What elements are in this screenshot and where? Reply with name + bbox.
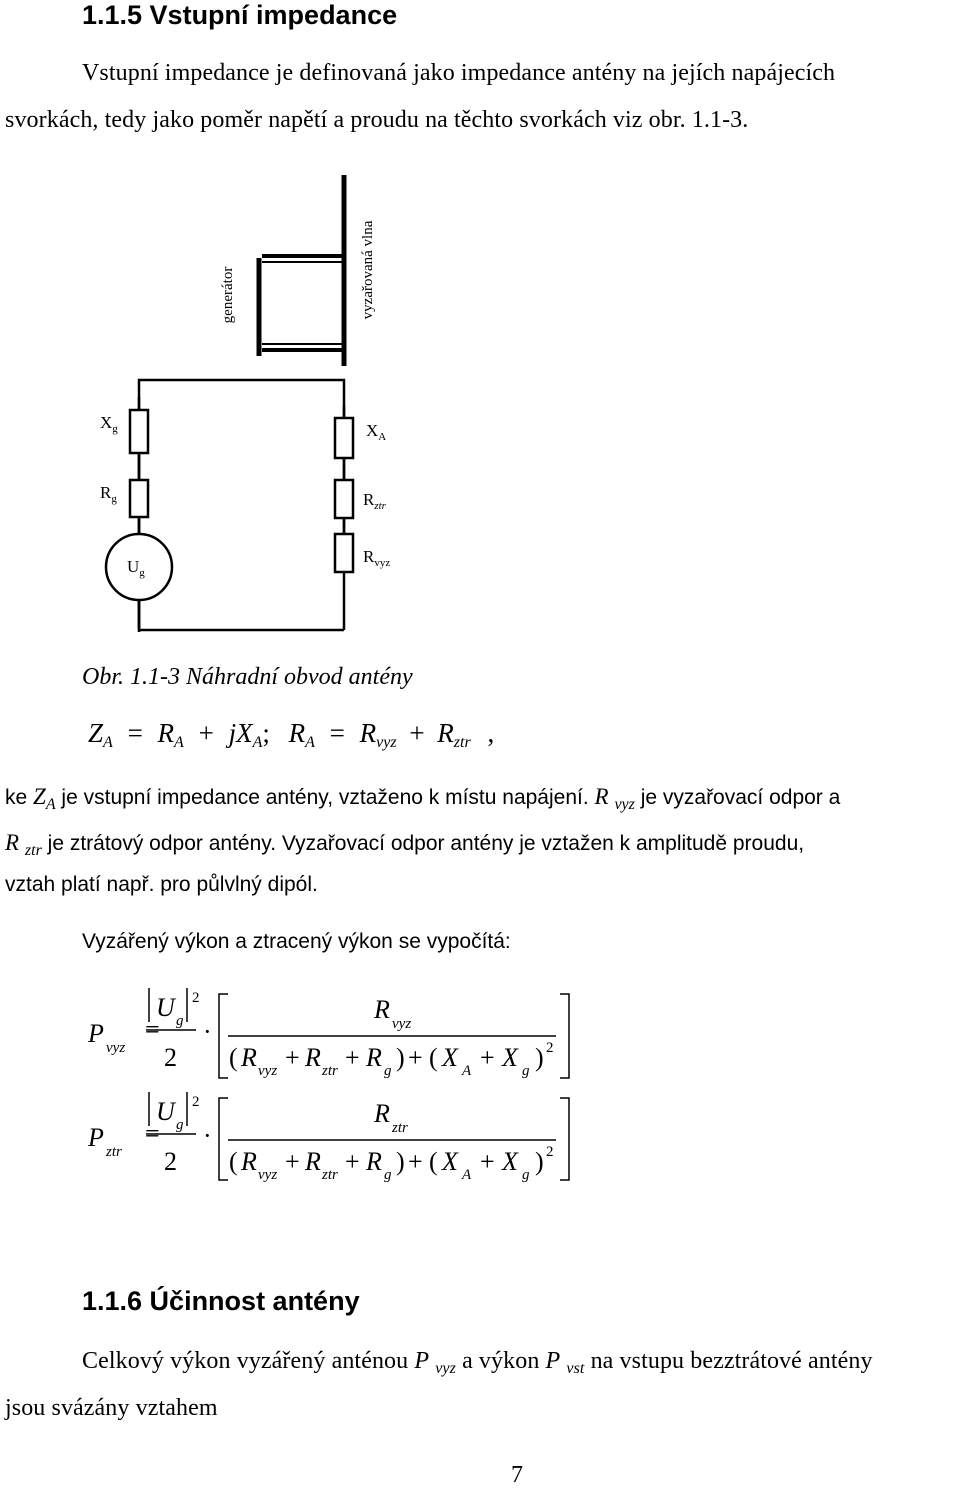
svg-text:X: X <box>442 1147 458 1176</box>
svg-text:2: 2 <box>192 1094 200 1110</box>
svg-text:+: + <box>285 1147 300 1176</box>
svg-text:U: U <box>156 1097 175 1126</box>
svg-text:X: X <box>442 1043 458 1072</box>
svg-text:): ) <box>396 1043 405 1072</box>
svg-text:(: ( <box>229 1147 238 1176</box>
svg-text:X: X <box>502 1043 518 1072</box>
figure-caption: Obr. 1.1-3 Náhradní obvod antény <box>82 664 413 690</box>
svg-text:2: 2 <box>546 1144 554 1160</box>
svg-text:(: ( <box>429 1147 438 1176</box>
svg-text:g: g <box>522 1063 530 1079</box>
svg-text:(: ( <box>229 1043 238 1072</box>
svg-text:g: g <box>176 1117 184 1133</box>
paragraph-line: svorkách, tedy jako poměr napětí a proudu na těchto svorkách viz obr. 1.1-3. <box>5 107 749 133</box>
svg-text:A: A <box>462 1063 472 1079</box>
svg-text:+: + <box>345 1043 360 1072</box>
svg-text:2: 2 <box>192 990 200 1006</box>
svg-text:g: g <box>522 1167 530 1183</box>
svg-text:+: + <box>345 1147 360 1176</box>
svg-text:A: A <box>462 1167 472 1183</box>
label-Rztr: $R_{ztr}$ <box>363 490 386 512</box>
label-Rvyz: $R_{vyz}$ <box>363 547 391 569</box>
svg-text:=: = <box>145 1119 160 1148</box>
paragraph-line: Celkový výkon vyzářený anténou P $_{vyz}$ a výkon P $_{vst}$ na vstupu bezztrátové antény <box>82 1348 873 1377</box>
paragraph-line: ke $Z_A$ je vstupní impedance antény, vztaženo k místu napájení. R $_{vyz}$ je vyzařovací odpor a <box>5 784 841 813</box>
svg-text:): ) <box>396 1147 405 1176</box>
equation-impedance: $Z_A = R_A + jX_A$; $R_A = R_{vyz} + R_{ztr}$ , <box>88 718 495 751</box>
section-heading-input-impedance: 1.1.5 Vstupní impedance <box>82 0 398 30</box>
svg-text:+: + <box>408 1043 423 1072</box>
svg-text:X: X <box>502 1147 518 1176</box>
svg-text:2: 2 <box>546 1040 554 1056</box>
svg-text:R: R <box>305 1147 321 1176</box>
svg-text:P: P <box>88 1123 104 1152</box>
svg-text:R: R <box>374 995 390 1024</box>
power-formulas <box>0 980 960 1200</box>
impedance-XA <box>335 418 353 458</box>
svg-text:g: g <box>176 1013 184 1029</box>
svg-text:ztr: ztr <box>322 1063 338 1079</box>
svg-text:g: g <box>384 1167 392 1183</box>
svg-text:R: R <box>374 1099 390 1128</box>
svg-text:R: R <box>366 1147 382 1176</box>
svg-text:R: R <box>241 1147 257 1176</box>
svg-text:R: R <box>366 1043 382 1072</box>
svg-text:vyz: vyz <box>106 1040 126 1056</box>
resistor-Rvyz <box>335 534 353 572</box>
paragraph-line: Vyzářený výkon a ztracený výkon se vypočítá: <box>82 930 511 953</box>
radiated-wave-label: vyzařovaná vlna <box>360 220 376 320</box>
generator-label: generátor <box>220 266 236 324</box>
svg-text:vyz: vyz <box>258 1167 278 1183</box>
equivalent-circuit-figure <box>0 160 960 680</box>
paragraph-line: jsou svázány vztahem <box>5 1395 218 1421</box>
paragraph-line: vztah platí např. pro půlvlný dipól. <box>5 873 318 896</box>
svg-text:ztr: ztr <box>106 1144 122 1160</box>
svg-text:2: 2 <box>164 1147 177 1176</box>
svg-text:U: U <box>156 993 175 1022</box>
svg-text:ztr: ztr <box>392 1120 408 1136</box>
svg-text:): ) <box>535 1043 544 1072</box>
label-Xg: $X_g$ <box>100 413 118 435</box>
svg-text:vyz: vyz <box>258 1063 278 1079</box>
top-wire <box>139 380 344 540</box>
page-number: 7 <box>511 1462 523 1488</box>
svg-text:R: R <box>305 1043 321 1072</box>
section-heading-antenna-efficiency: 1.1.6 Účinnost antény <box>82 1286 360 1316</box>
svg-text:): ) <box>535 1147 544 1176</box>
label-XA: $X_A$ <box>366 421 387 443</box>
svg-text:+: + <box>408 1147 423 1176</box>
svg-text:2: 2 <box>164 1043 177 1072</box>
svg-text:vyz: vyz <box>392 1016 412 1032</box>
resistor-Rztr <box>335 480 353 518</box>
svg-text:P: P <box>88 1019 104 1048</box>
svg-text:·: · <box>203 1017 212 1046</box>
svg-text:+: + <box>480 1147 495 1176</box>
paragraph-line: Vstupní impedance je definovaná jako impedance antény na jejích napájecích <box>82 60 836 86</box>
svg-text:=: = <box>145 1015 160 1044</box>
svg-text:·: · <box>203 1121 212 1150</box>
label-Rg: $R_g$ <box>100 483 117 505</box>
svg-text:(: ( <box>429 1043 438 1072</box>
svg-text:R: R <box>241 1043 257 1072</box>
svg-text:+: + <box>285 1043 300 1072</box>
svg-text:+: + <box>480 1043 495 1072</box>
svg-text:ztr: ztr <box>322 1167 338 1183</box>
resistor-Rg <box>130 480 148 517</box>
label-Ug: $U_g$ <box>127 557 145 579</box>
impedance-Xg <box>130 410 148 453</box>
svg-text:g: g <box>384 1063 392 1079</box>
paragraph-line: R $_{ztr}$ je ztrátový odpor antény. Vyzařovací odpor antény je vztažen k amplitudě proudu, <box>5 830 805 859</box>
